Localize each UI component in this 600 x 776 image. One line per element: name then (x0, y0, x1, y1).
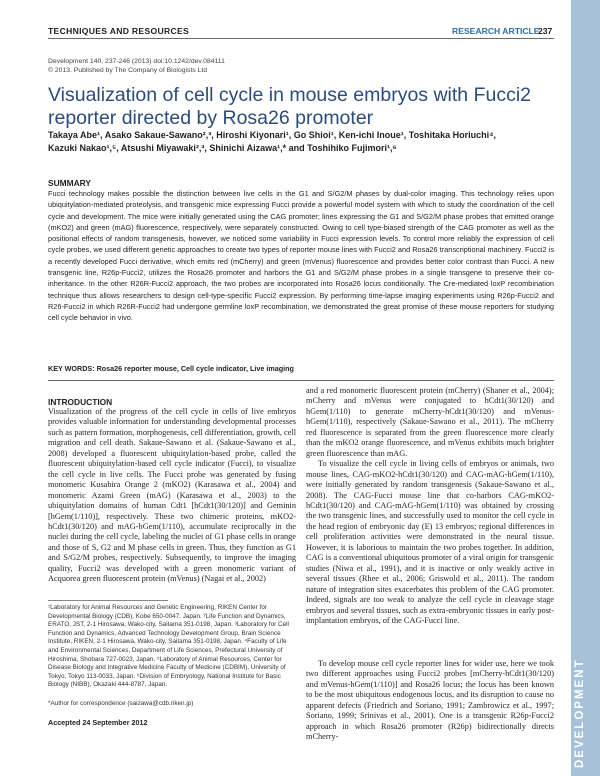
article-type: RESEARCH ARTICLE (452, 26, 540, 36)
intro-column-2 (306, 386, 554, 626)
authors-line-1: Takaya Abe¹, Asako Sakaue-Sawano²,³, Hiroshi Kiyonari¹, Go Shioi¹, Ken-ichi Inoue¹, Toshitaka Horiuchi⁴, (48, 130, 497, 140)
title-line-1: Visualization of cell cycle in mouse embryos with Fucci2 (48, 84, 532, 106)
sidebar-label: DEVELOPMENT (574, 658, 586, 768)
footnote-rule (48, 600, 168, 601)
intro-paragraph-2b: To visualize the cell cycle in living cells of embryos or animals, two mouse lines, CAG-mKO2-hCdt1(30/120) and CAG-mAG-hGem(1/110), were initially generated by random transgenesis (Sakaue-Sawano et al., 2008). The CAG-Fucci mouse line that co-harbors CAG-mKO2-hCdt1(30/120) and CAG-mAG-hGem(1/110) was obtained by crossing the two transgenic lines, and successfully used to monitor the cell cycle in the head region of embryonic day (E) 13 embryos; regional differences in cell proliferation activities were demonstrated in the neural tissue. However, it is laborious to maintain the two probes together. In addition, CAG is a conventional ubiquitous promoter of a viral origin for transgenic studies (Niwa et al., 1991), and it is inactive or only weakly active in several tissues (Rhee et al., 2006; Griswold et al., 2011). The random nature of integration sites exacerbates this problem of the CAG promoter. Indeed, signals are too weak to analyze the cell cycle in cleavage stage embryos and several tissues, such as extra-embryonic tissues in early post-implantation embryos, of the CAG-Fucci line. (306, 459, 554, 625)
section-rule (48, 380, 554, 381)
intro-paragraph-2c: To develop mouse cell cycle reporter lines for wider use, here we took two different approaches using Fucci2 probes [mCherry-hCdt1(30/120) and mVenus-hGem(1/110)] and Rosa26 locus; the locus has been known to be the most ubiquitous endogenous locus, and its disruption to cause no apparent defects (Friedrich and Soriano, 1991; Zambrowicz et al., 1997; Soriano, 1999; Srinivas et al., 2001). One is a transgenic R26p-Fucci2 approach in which Rosa26 promoter (R26p) bidirectionally directs mCherry- (306, 659, 554, 742)
intro-column-1: Visualization of the progress of the cell cycle in cells of live embryos provides valuable information for understanding developmental processes such as pattern formation, morphogenesis, cell differentiation, growth, cell migration and cell death. Sakaue-Sawano et al. (Sakaue-Sawano et al., 2008) developed a fluorescent ubiquitylation-based probe, called the fluorescent ubiquitylation-based cell cycle indicator (Fucci), to visualize the cell cycle in live cells. The Fucci probe was generated by fusing monomeric Kusabira Orange 2 (mKO2) (Karasawa et al., 2004) and monomeric Azami Green (mAG) (Karasawa et al., 2003) to the ubiquitylation domains of human Cdt1 [hCdt1(30/120)] and Geminin [hGem(1/110)], respectively. These two chimeric proteins, mKO2-hCdt1(30/120) and mAG-hGem(1/110), accumulate reciprocally in the nuclei during the cell cycle, labeling the nuclei of G1 phase cells in orange and those of S, G2 and M phase cells in green. Thus, they function as G1 and S/G2/M probes, respectively. Subsequently, to improve the imaging quality, Fucci2 was developed with a green monomeric variant of Acquorea green fluorescent protein (mVenus) (Nagai et al., 2002) (48, 407, 296, 584)
author-list (48, 129, 548, 155)
affiliations: ¹Laboratory for Animal Resources and Genetic Engineering, RIKEN Center for Developmental Biology (CDB), Kobe 650-0047, Japan. ²Life Function and Dynamics, ERATO, JST, 2-1 Hirosawa, Wako-city, Saitama 351-0198, Japan. ³Laboratory for Cell Function and Dynamics, Advanced Technology Development Group, Brain Science Institute, RIKEN, 2-1 Hirosawa, Wako-city, Saitama 351-0198, Japan. ⁴Faculty of Life and Environmental Sciences, Department of Life Sciences, Prefectural University of Hiroshima, Shobara 727-0023, Japan. ⁵Laboratory of Animal Resources, Center for Disease Biology and Integrative Medicine Faculty of Medicine (CDBIM), University of Tokyo, Tokyo 113-0033, Japan. ⁶Division of Embryology, National Institute for Basic Biology (NIBB), Okazaki 444-8787, Japan. (48, 604, 289, 689)
section-label: TECHNIQUES AND RESOURCES (48, 26, 190, 36)
summary-heading: SUMMARY (48, 178, 91, 188)
introduction-heading: INTRODUCTION (48, 397, 113, 407)
accepted-date: Accepted 24 September 2012 (48, 718, 148, 727)
citation: Development 140, 237-246 (2013) doi:10.1242/dev.084111 (48, 58, 225, 65)
intro-paragraph-2a: and a red monomeric fluorescent protein (mCherry) (Shaner et al., 2004); mCherry and mVenus were conjugated to hCdt1(30/120) and hGem(1/110) to generate mCherry-hCdt1(30/120) and mVenus-hGem(1/110), respectively (Sakaue-Sawano et al., 2011). The mCherry red fluorescence is separated from the green fluorescence more clearly than the mKO2 orange fluorescence, and mVenus exhibits much brighter green fluorescence than mAG. (306, 386, 554, 458)
copyright: © 2013. Published by The Company of Biologists Ltd (48, 67, 208, 74)
page-number: 237 (538, 26, 553, 36)
summary-text: Fucci technology makes possible the distinction between live cells in the G1 and S/G2/M phases by dual-color imaging. This technology relies upon ubiquitylation-mediated proteolysis, and transgenic mice expressing Fucci provide a powerful model system with which to study the coordination of the cell cycle and development. The mice were initially generated using the CAG promoter; lines expressing the G1 and S/G2/M phase probes that emitted orange (mKO2) and green (mAG) fluorescence, respectively, were separately constructed. Owing to cell type-biased strength of the CAG promoter as well as the positional effects of random transgenesis, however, we noticed some variability in Fucci expression levels. To control more reliably the expression of cell cycle probes, we used different genetic approaches to create two types of reporter mouse lines with Fucci2 and Rosa26 transcriptional machinery. Fucci2 is a recently developed Fucci derivative, which emits red (mCherry) and green (mVenus) fluorescence and provides better color contrast than Fucci. A new transgenic line, R26p-Fucci2, utilizes the Rosa26 promoter and harbors the G1 and S/G2/M phase probes in a single transgene to preserve their co-inheritance. In the other R26R-Fucci2 approach, the two probes are incorporated into Rosa26 locus conditionally. The Cre-mediated loxP recombination technique thus allows researchers to design cell-type-specific Fucci2 expression. By performing time-lapse imaging experiments using R26p-Fucci2 and R26-Fucci2 in which R26R-Fucci2 had undergone germline loxP recombination, we demonstrated the great promise of these mouse reporters for studying cell cycle behavior in vivo. (48, 189, 554, 323)
title-line-2: reporter directed by Rosa26 promoter (48, 106, 374, 129)
header-rule (48, 38, 554, 39)
authors-line-2: Kazuki Nakao¹,⁵, Atsushi Miyawaki²,³, Shinichi Aizawa¹,* and Toshihiko Fujimori¹,⁶ (48, 143, 397, 153)
keywords: KEY WORDS: Rosa26 reporter mouse, Cell cycle indicator, Live imaging (48, 364, 294, 373)
article-title (48, 84, 548, 129)
correspondence: *Author for correspondence (saizawa@cdb.riken.jp) (48, 700, 194, 707)
